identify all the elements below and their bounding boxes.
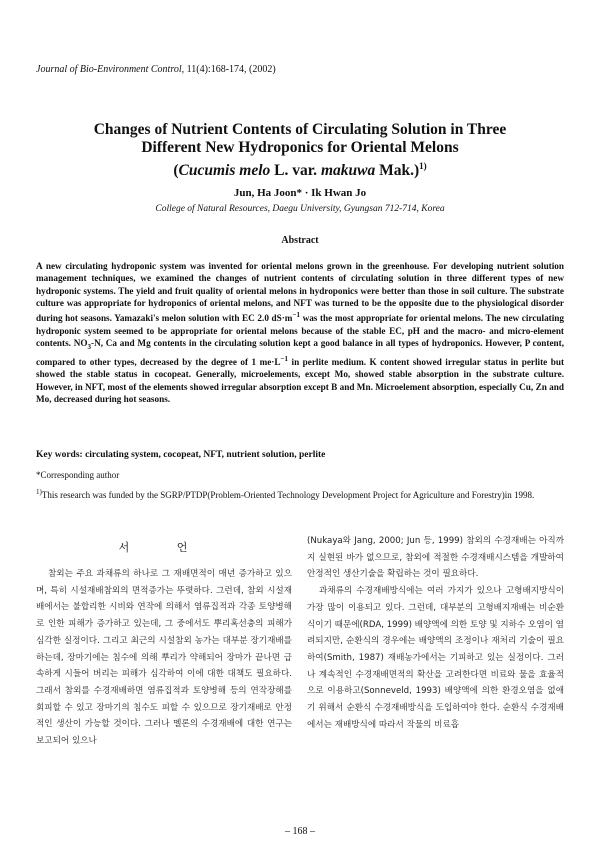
section-heading-introduction: 서 언 [118, 541, 210, 554]
abstract-heading: Abstract [281, 235, 319, 246]
title-paren: ( [173, 162, 179, 180]
keywords: Key words: circulating system, cocopeat, NFT, nutrient solution, perlite [36, 450, 326, 460]
right-column-paragraph-1: (Nukaya와 Jang, 2000; Jun 등, 1999) 참외의 수경재배는 아직까지 실현된 바가 없으므로, 참외에 적절한 수경재배시스템을 개발하여 안정적인 생산기술을 확립하는 것이 필요하다. [307, 536, 564, 580]
page-number: – 168 – [285, 826, 315, 837]
authors: Jun, Ha Joon* · Ik Hwan Jo [233, 187, 367, 199]
right-column-paragraph-2: 과채류의 수경재배방식에는 여러 가지가 있으나 고형배지방식이 가장 많이 이용되고 있다. 그런데, 대부분의 고형배지재배는 비순환식이기 때문에(RDA, 1999) 배양액에 의한 토양 및 지하수 오염이 염려되지만, 순환식의 경우에는 배양액의 조정이나 재처리 기술이 필요하여(Smith, 1987) 재배농가에서는 기피하고 있는 실정이다. 그러나 계속적인 수경재배면적의 확산을 고려한다면 비료와 물을 효율적으로 이용하고(Sonneveld, 1993) 배양액에 의한 환경오염을 없애기 위해서 순환식 수경재배방식을 도입하여야 한다. 순환식 수경재배에서는 재배방식에 따라서 작물의 비료흡 [307, 586, 564, 730]
title-var: L. var. [270, 162, 321, 180]
title-footnote-mark: 1) [419, 161, 427, 171]
paper-title [40, 121, 560, 180]
funding-footnote [36, 485, 564, 502]
title-tail: Mak.) [375, 162, 420, 180]
funding-footnote-mark: 1) [36, 488, 42, 496]
left-column [36, 566, 292, 750]
journal-name: Journal of Bio-Environment Control, [36, 64, 185, 75]
abstract-sup-1: −1 [292, 311, 300, 320]
species-name: Cucumis melo [178, 162, 271, 180]
abstract-sup-2: −1 [280, 354, 289, 363]
title-line-3 [40, 157, 560, 180]
abstract-text-2: was the most appropriate for oriental melons. The new circulating hydroponic system seemed to be appropriate for oriental melons because of the stable EC, pH and the macro- and micro-element contents. NO [36, 313, 564, 348]
journal-citation [36, 64, 276, 75]
abstract-text-3: -N, Ca and Mg contents in the circulating solution kept a good balance in all types of hydroponics. However, P content, compared to other types, decreased by the degree of 1 me·L [36, 337, 565, 368]
corresponding-author-note: *Corresponding author [36, 470, 120, 480]
right-column [307, 533, 564, 733]
funding-text: This research was funded by the SGRP/PTDP(Problem-Oriented Technology Development Project for Agriculture and Forestry)in 1998. [41, 490, 535, 500]
journal-issue: 11(4):168-174, (2002) [186, 64, 276, 75]
abstract-body [36, 260, 564, 405]
title-line-1: Changes of Nutrient Contents of Circulating Solution in Three [93, 121, 507, 138]
abstract-text-1: A new circulating hydroponic system was invented for oriental melons grown in the greenhouse. For developing nutrient solution management techniques, we examined the changes of nutrient contents of circulating solution in three different types of new hydroponic systems. The yield and fruit quality of oriental melons in hydroponics were better than those in soil culture. The substrate culture was appropriate for hydroponics of oriental melons, and NFT was turned to be the opposite due to the physiological disorder during hot seasons. Yamazaki's melon solution with EC 2.0 dS·m [36, 261, 564, 324]
variety-name: makuwa [320, 162, 376, 180]
left-column-paragraph: 참외는 주요 과채류의 하나로 그 재배면적이 매년 증가하고 있으며, 특히 시설재배참외의 면적증가는 뚜렷하다. 그런데, 참외 시설재배에서는 불합리한 시비와 연작에 의해서 염류집적과 각종 토양병해로 인한 피해가 증가하고 있는데, 그 중에서도 뿌리혹선충의 피해가 심각한 실정이다. 그리고 최근의 시설참외 농가는 대부분 장기재배를 하는데, 장마기에는 침수에 의해 뿌리가 약해되어 장마가 끝나면 급속하게 시들어 버리는 피해가 심각하여 이에 대한 대책도 필요하다. 그래서 참외를 수경재배하면 염류집적과 토양병해 등의 연작장해를 회피할 수 있고 장마기의 침수도 피할 수 있으므로 장기재배로 안정적인 생산이 가능할 것이다. 그러나 멜론의 수경재배에 대한 연구는 보고되어 있으나 [36, 569, 292, 747]
affiliation: College of Natural Resources, Daegu University, Gyungsan 712-714, Korea [155, 204, 445, 214]
abstract-text-4: in perlite medium. K content showed irregular status in perlite but showed the stable status in cocopeat. Generally, microelements, except Mo, showed stable absorption in the substrate culture. However, in NFT, most of the elements showed irregular absorption except B and Mn. Microelement absorption, especially Cu, Zn and Mo, decreased during hot seasons. [36, 357, 564, 404]
abstract-sub-1: 3 [87, 342, 92, 351]
title-line-2: Different New Hydroponics for Oriental Melons [141, 139, 459, 156]
